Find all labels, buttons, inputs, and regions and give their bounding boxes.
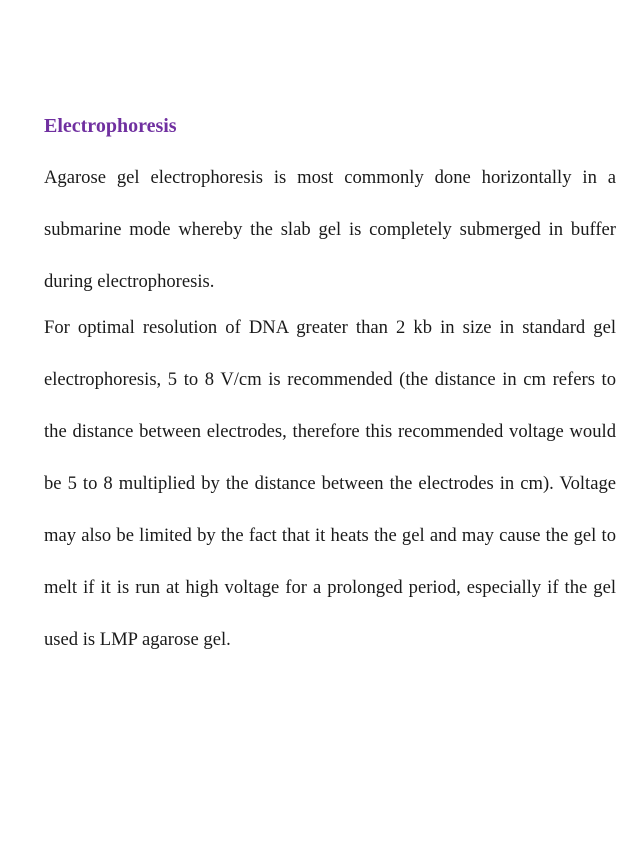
- paragraph-agarose-gel: Agarose gel electrophoresis is most commonly done horizontally in a submarine mode whereby the slab gel is completely submerged in buffer during electrophoresis.: [44, 167, 616, 292]
- paragraph-optimal-resolution: For optimal resolution of DNA greater than 2 kb in size in standard gel electrophoresis, 5 to 8 V/cm is recommended (the distance in cm refers to the distance between electrodes, therefore this recommended voltage would be 5 to 8 multiplied by the distance between the electrodes in cm). Voltage may also be limited by the fact that it heats the gel and may cause the gel to melt if it is run at high voltage for a prolonged period, especially if the gel used is LMP agarose gel.: [44, 317, 616, 650]
- section-heading: Electrophoresis: [44, 115, 177, 137]
